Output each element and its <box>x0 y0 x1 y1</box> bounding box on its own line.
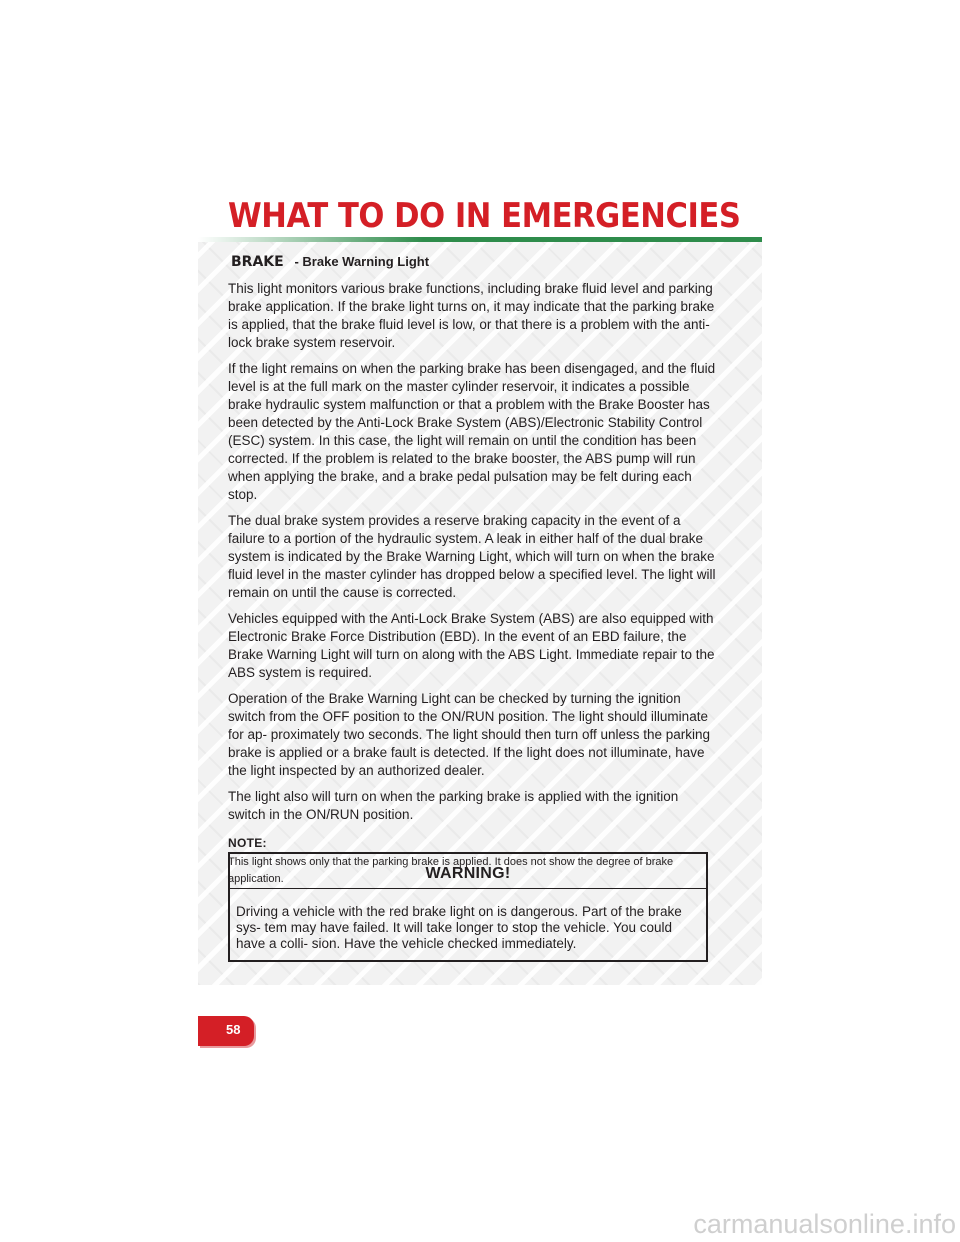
page-number-tab <box>198 1016 254 1046</box>
section-title: WHAT TO DO IN EMERGENCIES <box>228 196 741 236</box>
page-content <box>228 252 716 888</box>
note-text: This light shows only that the parking brake is applied. It does not show the degree of brake application. <box>228 856 674 885</box>
paragraph: If the light remains on when the parking brake has been disengaged, and the fluid level is at the full mark on the master cylinder reservoir, it indicates a possible brake hydraulic system malfunction or that a problem with the Brake Booster has been detected by the Anti-Lock Brake System (ABS)/Electronic Stability Control (ESC) system. In this case, the light will remain on until the condition has been corrected. If the problem is related to the brake booster, the ABS pump will run when applying the brake, and a brake pedal pulsation may be felt during each stop. <box>228 361 716 502</box>
brake-warning-title: - Brake Warning Light <box>294 254 430 269</box>
brake-warning-icon: BRAKE <box>231 254 284 270</box>
watermark: carmanualsonline.info <box>693 1209 956 1239</box>
warning-box <box>228 852 708 962</box>
section-divider <box>198 237 762 242</box>
paragraph: The dual brake system provides a reserve braking capacity in the event of a failure to a portion of the hydraulic system. A leak in either half of the dual brake system is indicated by the Brake Warning Light, which will turn on when the brake fluid level in the master cylinder has dropped below a specified level. The light will remain on until the cause is corrected. <box>228 513 716 600</box>
page-number: 58 <box>226 1022 241 1037</box>
warning-title: WARNING! <box>230 854 706 889</box>
paragraph: Vehicles equipped with the Anti-Lock Brake System (ABS) are also equipped with Electronic Brake Force Distribution (EBD). In the event of an EBD failure, the Brake Warning Light will turn on along with the ABS Light. Immediate repair to the ABS system is required. <box>228 611 715 680</box>
paragraph: Operation of the Brake Warning Light can be checked by turning the ignition switch from the OFF position to the ON/RUN position. The light should illuminate for ap- proximately two seconds. The light should then turn off unless the parking brake is applied or a brake fault is detected. If the light does not illuminate, have the light inspected by an authorized dealer. <box>228 691 711 778</box>
paragraph: The light also will turn on when the parking brake is applied with the ignition switch in the ON/RUN position. <box>228 789 679 822</box>
paragraph: This light monitors various brake functions, including brake fluid level and parking brake application. If the brake light turns on, it may indicate that the parking brake is applied, that the brake fluid level is low, or that there is a problem with the anti-lock brake system reservoir. <box>228 281 715 350</box>
warning-text: Driving a vehicle with the red brake light on is dangerous. Part of the brake sys- tem may have failed. It will take longer to stop the vehicle. You could have a colli- sion. Have the vehicle checked immediately. <box>236 904 682 951</box>
note-label: NOTE: <box>228 836 267 850</box>
brake-warning-heading <box>228 252 716 272</box>
